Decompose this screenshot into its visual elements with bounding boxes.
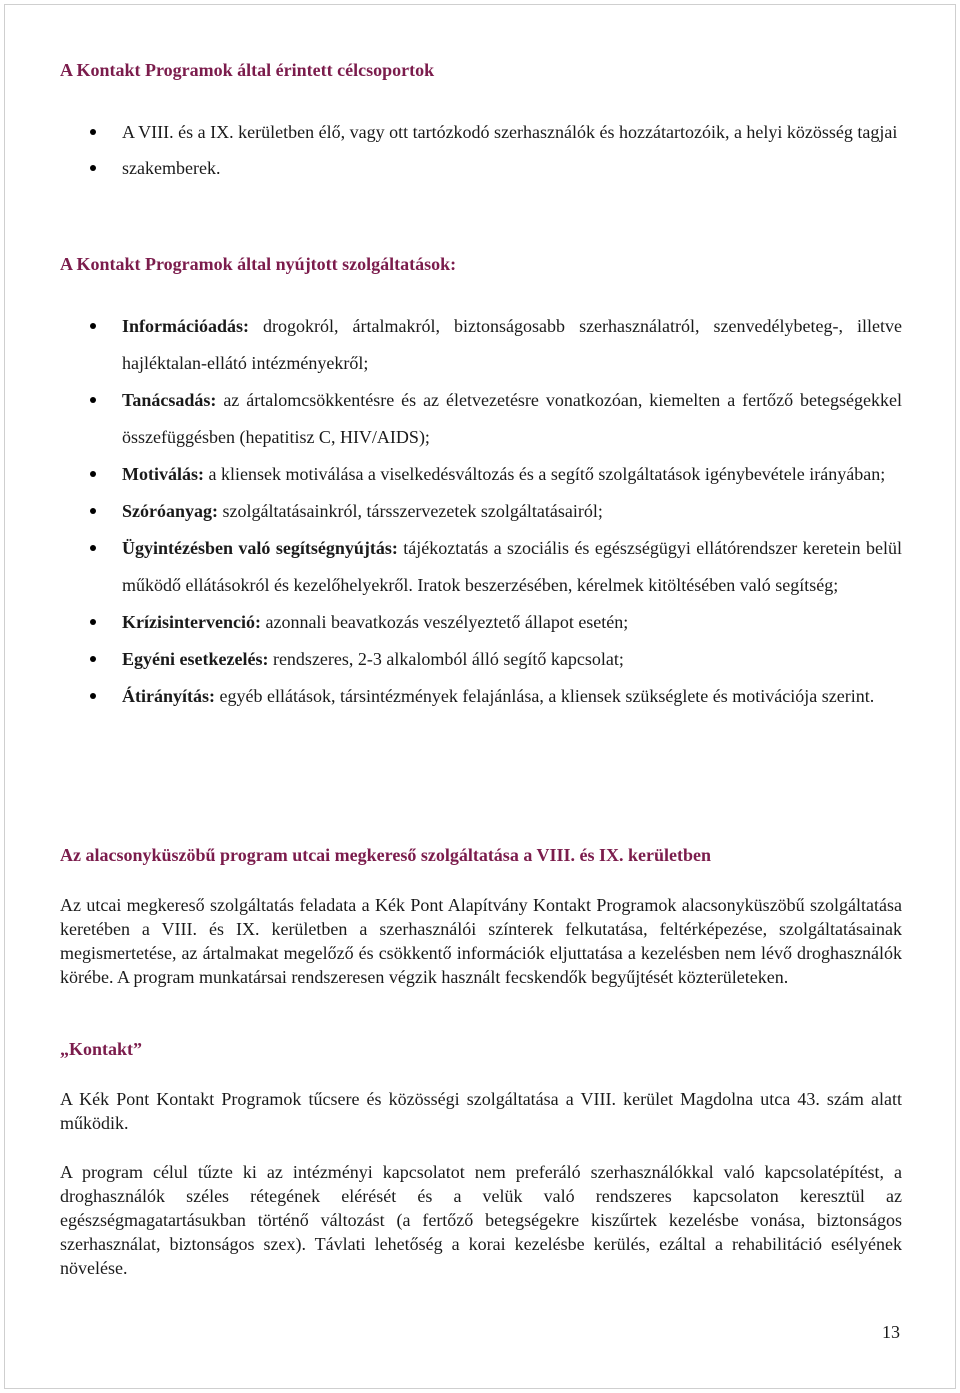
service-term: Ügyintézésben való segítségnyújtás: bbox=[122, 538, 398, 558]
list-item bbox=[60, 604, 902, 641]
service-term: Tanácsadás: bbox=[122, 390, 217, 410]
list-item: A VIII. és a IX. kerületben élő, vagy ott tartózkodó szerhasználók és hozzátartozóik, a helyi közösség tagjai bbox=[60, 114, 902, 150]
service-term: Információadás: bbox=[122, 316, 249, 336]
outreach-paragraph: Az utcai megkereső szolgáltatás feladata a Kék Pont Alapítvány Kontakt Programok alacsonyküszöbű szolgáltatása keretében a VIII. és IX. kerületben a szerhasználói színterek felkutatása, feltérképezése, szolgáltatásainak megismertetése, az ártalmakat megelőző és csökkentő információk eljuttatása a kezelésben nem lévő droghasználók körébe. A program munkatársai rendszeresen végzik használt fecskendők begyűjtését közterületeken. bbox=[60, 895, 902, 987]
list-item bbox=[60, 493, 902, 530]
service-term: Egyéni esetkezelés: bbox=[122, 649, 269, 669]
service-text: azonnali beavatkozás veszélyeztető állapot esetén; bbox=[260, 612, 629, 632]
service-text: szolgáltatásainkról, társszervezetek szolgáltatásairól; bbox=[218, 501, 603, 521]
service-text: drogokról, ártalmakról, biztonságosabb szerhasználatról, szenvedélybeteg-, illetve hajléktalan-ellátó intézményekről; bbox=[122, 316, 902, 373]
service-term: Motiválás: bbox=[122, 464, 204, 484]
list-item: szakemberek. bbox=[60, 150, 902, 186]
services-heading: A Kontakt Programok által nyújtott szolgáltatások: bbox=[60, 254, 457, 274]
service-text: az ártalomcsökkentésre és az életvezetésre vonatkozóan, kiemelten a fertőző betegségekkel összefüggésben (hepatitisz C, HIV/AIDS); bbox=[122, 390, 902, 447]
service-term: Krízisintervenció: bbox=[122, 612, 261, 632]
kontakt-paragraph-goals: A program célul tűzte ki az intézményi kapcsolatot nem preferáló szerhasználókkal való kapcsolatépítést, a droghasználók széles rétegének elérését és a velük való rendszeres kapcsolaton keresztül az egészségmagatartásukban történő változást (a fertőző betegségekre kiszűrtek kezelésbe vonása, biztonságos szerhasználat, biztonságos szex). Távlati lehetőség a korai kezelésbe kerülés, ezáltal a rehabilitáció esélyének növelése. bbox=[60, 1162, 902, 1278]
list-item bbox=[60, 456, 902, 493]
service-text: egyéb ellátások, társintézmények felajánlása, a kliensek szükséglete és motivációja szerint. bbox=[215, 686, 875, 706]
list-item bbox=[60, 678, 902, 715]
service-text: tájékoztatás a szociális és egészségügyi ellátórendszer keretein belül működő ellátásokról és kezelőhelyekről. Iratok beszerzésében, kérelmek kitöltésében való segítség; bbox=[122, 538, 902, 595]
service-text: a kliensek motiválása a viselkedésváltozás és a segítő szolgáltatások igénybevétele irányában; bbox=[203, 464, 886, 484]
target-groups-list bbox=[60, 114, 902, 186]
page-number: 13 bbox=[882, 1322, 900, 1342]
service-term: Szóróanyag: bbox=[122, 501, 218, 521]
list-item bbox=[60, 530, 902, 604]
kontakt-paragraph-location: A Kék Pont Kontakt Programok tűcsere és közösségi szolgáltatása a VIII. kerület Magdolna utca 43. szám alatt működik. bbox=[60, 1089, 902, 1133]
service-term: Átirányítás: bbox=[122, 686, 215, 706]
services-list bbox=[60, 308, 902, 715]
list-item bbox=[60, 308, 902, 382]
list-item bbox=[60, 641, 902, 678]
list-item bbox=[60, 382, 902, 456]
kontakt-title: „Kontakt” bbox=[60, 1039, 143, 1059]
service-text: rendszeres, 2-3 alkalomból álló segítő kapcsolat; bbox=[268, 649, 624, 669]
target-groups-heading: A Kontakt Programok által érintett célcsoportok bbox=[60, 60, 435, 80]
outreach-title: Az alacsonyküszöbű program utcai megkereső szolgáltatása a VIII. és IX. kerületben bbox=[60, 845, 711, 865]
